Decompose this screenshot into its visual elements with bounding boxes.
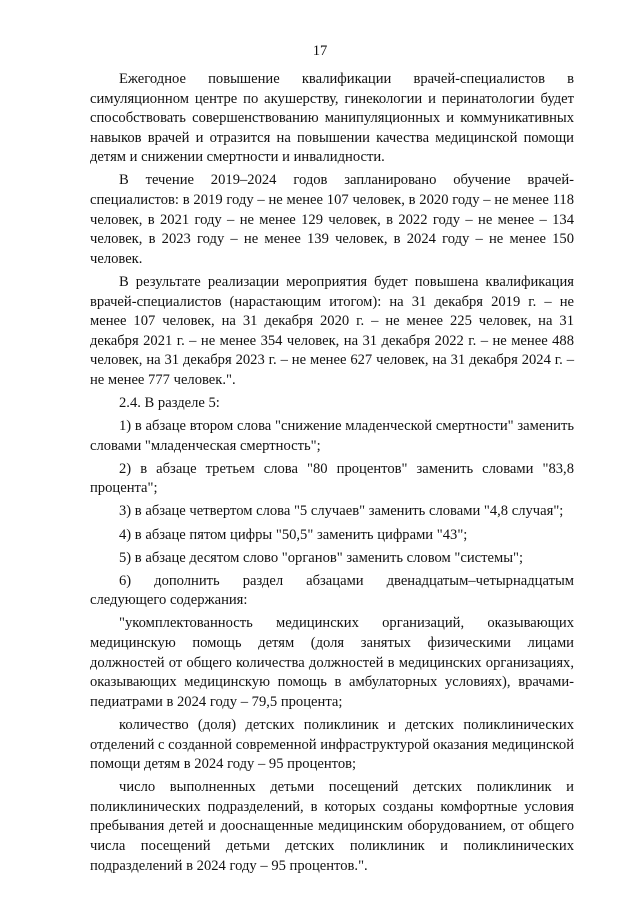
- paragraph-staffing-indicator: "укомплектованность медицинских организаций, оказывающих медицинскую помощь детям (доля занятых физическими лицами должностей от общего количества должностей в медицинских организациях, оказывающих медицинскую помощь в амбулаторных условиях), врачами-педиатрами в 2024 году – 79,5 процента;: [90, 615, 574, 710]
- paragraph-amendment-6: 6) дополнить раздел абзацами двенадцатым–четырнадцатым следующего содержания:: [90, 572, 574, 609]
- paragraph-qualification-improvement: Ежегодное повышение квалификации врачей-специалистов в симуляционном центре по акушерству, гинекологии и перинатологии будет способствовать совершенствованию манипуляционных и коммуникативных навыков врачей и отразится на повышении качества медицинской помощи детям и снижении смертности и инвалидности.: [90, 71, 574, 166]
- paragraph-amendment-2: 2) в абзаце третьем слова "80 процентов" заменить словами "83,8 процента";: [90, 460, 574, 497]
- paragraph-amendment-3: 3) в абзаце четвертом слова "5 случаев" заменить словами "4,8 случая";: [119, 503, 564, 520]
- page-number: 17: [312, 43, 328, 59]
- paragraph-cumulative-results: В результате реализации мероприятия будет повышена квалификация врачей-специалистов (нарастающим итогом): на 31 декабря 2019 г. – не менее 107 человек, на 31 декабря 2020 г. – не менее 225 человек, на 31 декабря 2021 г. – не менее 354 человек, на 31 декабря 2022 г. – не менее 488 человек, на 31 декабря 2023 г. – не менее 627 человек, на 31 декабря 2024 г. – не менее 777 человек.".: [90, 273, 574, 388]
- paragraph-amendment-4: 4) в абзаце пятом цифры "50,5" заменить цифрами "43";: [119, 526, 468, 543]
- paragraph-infrastructure-indicator: количество (доля) детских поликлиник и детских поликлинических отделений с созданной современной инфраструктурой оказания медицинской помощи детям в 2024 году – 95 процентов;: [90, 716, 574, 773]
- paragraph-visits-indicator: число выполненных детьми посещений детских поликлиник и поликлинических подразделений, в которых созданы комфортные условия пребывания детей и дооснащенные медицинским оборудованием, от общего числа посещений детьми детских поликлиник и поликлинических подразделений в 2024 году – 95 процентов.".: [90, 779, 574, 874]
- paragraph-amendment-5: 5) в абзаце десятом слово "органов" заменить словом "системы";: [119, 549, 524, 566]
- paragraph-training-plan: В течение 2019–2024 годов запланировано обучение врачей-специалистов: в 2019 году – не менее 107 человек, в 2020 году – не менее 118 человек, в 2021 году – не менее 129 человек, в 2022 году – не менее – 134 человек, в 2023 году – не менее 139 человек, в 2024 году – не менее 150 человек.: [90, 172, 574, 267]
- paragraph-amendment-1: 1) в абзаце втором слова "снижение младенческой смертности" заменить словами "младенческая смертность";: [90, 418, 574, 454]
- paragraph-section-5-heading: 2.4. В разделе 5:: [119, 395, 220, 411]
- document-body: [90, 70, 574, 880]
